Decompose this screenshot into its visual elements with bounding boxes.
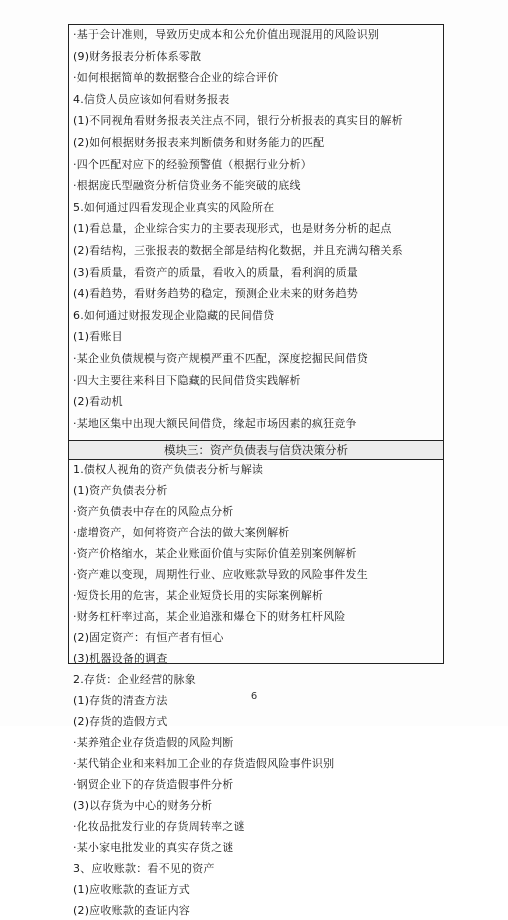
outline-line: 5.如何通过四看发现企业真实的风险所在 <box>73 200 275 214</box>
course-outline-table <box>68 24 444 917</box>
outline-line: (2)应收账款的查证内容 <box>73 904 190 917</box>
outline-line: (2)看动机 <box>73 395 123 409</box>
outline-line: (4)看趋势，看财务趋势的稳定，预测企业未来的财务趋势 <box>73 287 358 301</box>
outline-line: (2)存货的造假方式 <box>73 715 168 728</box>
outline-line: ·钢贸企业下的存货造假事件分析 <box>73 778 234 791</box>
outline-line: (2)看结构，三张报表的数据全部是结构化数据，并且充满勾稽关系 <box>73 244 403 257</box>
outline-line: (2)如何根据财务报表来判断债务和财务能力的匹配 <box>73 136 325 149</box>
outline-line: (1)存货的清查方法 <box>73 694 168 707</box>
outline-line: ·基于会计准则，导致历史成本和公允价值出现混用的风险识别 <box>73 28 380 41</box>
outline-line: 6.如何通过财报发现企业隐藏的民间借贷 <box>73 308 275 322</box>
outline-line: 4.信贷人员应该如何看财务报表 <box>73 92 230 106</box>
outline-line: ·资产负债表中存在的风险点分析 <box>73 505 234 518</box>
outline-line: ·资产价格缩水，某企业账面价值与实际价值差别案例解析 <box>73 547 357 560</box>
section-content-module-three <box>69 460 443 917</box>
page-number: 6 <box>250 691 258 702</box>
section-content-upper <box>69 25 443 440</box>
outline-line: (1)资产负债表分析 <box>73 484 168 497</box>
outline-line: (3)机器设备的调查 <box>73 652 168 665</box>
outline-line: ·资产难以变现，周期性行业、应收账款导致的风险事件发生 <box>73 568 368 581</box>
outline-line: ·短贷长用的危害，某企业短贷长用的实际案例解析 <box>73 589 324 602</box>
outline-line: (1)应收账款的查证方式 <box>73 883 190 896</box>
outline-line: ·四个匹配对应下的经验预警值（根据行业分析） <box>73 157 312 171</box>
outline-line: ·根据庞氏型融资分析信贷业务不能突破的底线 <box>73 179 301 193</box>
outline-line: (9)财务报表分析体系零散 <box>73 49 202 63</box>
outline-line: ·化妆品批发行业的存货周转率之谜 <box>73 820 245 833</box>
outline-line: 1.债权人视角的资产负债表分析与解读 <box>73 463 264 476</box>
outline-line: ·财务杠杆率过高，某企业追涨和爆仓下的财务杠杆风险 <box>73 610 346 623</box>
outline-line: 3、应收账款：看不见的资产 <box>73 862 215 875</box>
outline-line: ·某企业负债规模与资产规模严重不匹配，深度挖掘民间借贷 <box>73 352 368 365</box>
outline-line: 2.存货：企业经营的脉象 <box>73 673 196 686</box>
outline-line: (1)看账目 <box>73 330 123 344</box>
outline-line: (2)固定资产：有恒产者有恒心 <box>73 631 224 644</box>
outline-line: ·四大主要往来科目下隐藏的民间借贷实践解析 <box>73 373 301 387</box>
outline-line: (1)不同视角看财务报表关注点不同，银行分析报表的真实目的解析 <box>73 114 403 128</box>
outline-line: ·虚增资产，如何将资产合法的做大案例解析 <box>73 526 290 539</box>
outline-line: ·某小家电批发业的真实存货之谜 <box>73 841 234 854</box>
outline-line: (1)看总量，企业综合实力的主要表现形式，也是财务分析的起点 <box>73 222 392 236</box>
outline-line: ·某养殖企业存货造假的风险判断 <box>73 736 234 749</box>
section-header-module-three: 模块三：资产负债表与信贷决策分析 <box>69 440 443 460</box>
outline-line: (3)以存货为中心的财务分析 <box>73 799 213 812</box>
outline-line: ·某代销企业和来料加工企业的存货造假风险事件识别 <box>73 757 335 770</box>
outline-line: ·如何根据简单的数据整合企业的综合评价 <box>73 71 279 85</box>
outline-line: ·某地区集中出现大额民间借贷，缘起市场因素的疯狂竞争 <box>73 416 357 430</box>
outline-line: (3)看质量，看资产的质量，看收入的质量，看利润的质量 <box>73 265 358 279</box>
